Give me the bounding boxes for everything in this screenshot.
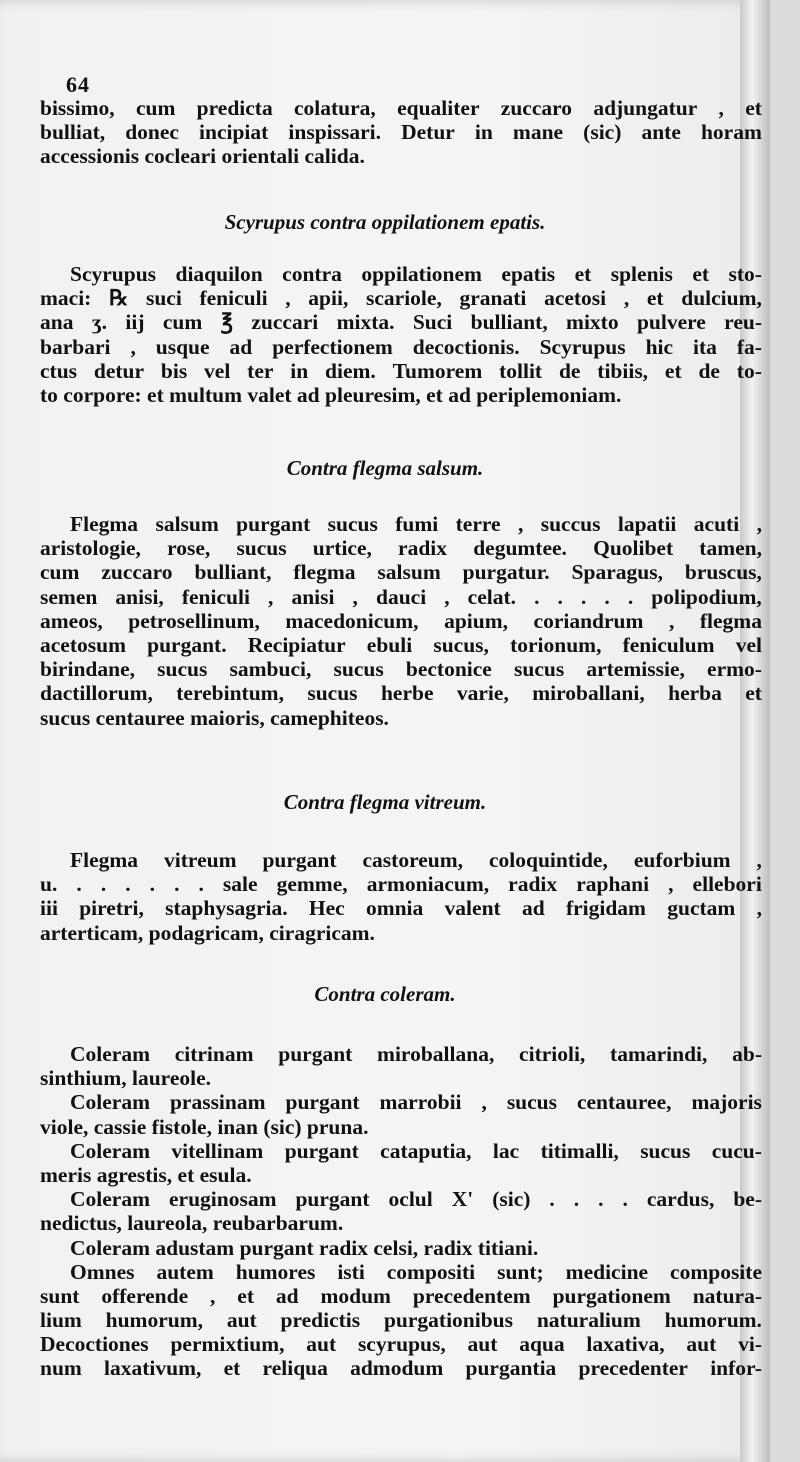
text-line: bulliat, donec incipiat inspissari. Detur in mane (sic) ante horam [40, 120, 762, 145]
text-line: viole, cassie fistole, inan (sic) pruna. [40, 1114, 369, 1139]
text-line: lium humorum, aut predictis purgationibus naturalium humorum. [40, 1308, 762, 1333]
text-line: maci: ℞ suci feniculi , apii, scariole, granati acetosi , et dulcium, [40, 286, 762, 311]
text-line: birindane, sucus sambuci, sucus bectonice sucus artemissie, ermo- [40, 657, 762, 682]
text-line: aristologie, rose, sucus urtice, radix degumtee. Quolibet tamen, [40, 536, 762, 561]
text-line: Flegma salsum purgant sucus fumi terre , succus lapatii acuti , [70, 512, 762, 536]
text-line: sinthium, laureole. [40, 1066, 212, 1091]
text-line: u. . . . . . . sale gemme, armoniacum, radix raphani , ellebori [40, 872, 762, 897]
text-line: Coleram adustam purgant radix celsi, radix titiani. [70, 1235, 539, 1260]
paragraph-continuation [40, 96, 762, 169]
section-heading: Contra coleram. [314, 982, 456, 1006]
text-line: sucus centauree maioris, camephiteos. [40, 705, 389, 730]
text-line: to corpore: et multum valet ad pleuresim, et ad periplemoniam. [40, 382, 622, 407]
text-line: acetosum purgant. Recipiatur ebuli sucus, torionum, feniculum vel [40, 632, 762, 657]
text-line: dactillorum, terebintum, sucus herbe varie, miroballani, herba et [40, 681, 762, 706]
section-heading: Scyrupus contra oppilationem epatis. [224, 210, 546, 234]
text-line: bissimo, cum predicta colatura, equaliter zuccaro adjungatur , et [40, 96, 762, 120]
text-line: Omnes autem humores isti compositi sunt; medicine composite [70, 1259, 762, 1284]
text-line: Coleram citrinam purgant miroballana, citrioli, tamarindi, ab- [70, 1042, 762, 1066]
paragraph-flegma-vitreum [40, 848, 762, 945]
text-line: Coleram eruginosam purgant oclul X' (sic) . . . . cardus, be- [70, 1187, 762, 1212]
section-heading: Contra flegma salsum. [286, 456, 484, 480]
text-line: sunt offerende , et ad modum precedentem purgationem natura- [40, 1283, 762, 1308]
text-line: Coleram vitellinam purgant cataputia, lac titimalli, sucus cucu- [70, 1138, 762, 1163]
text-line: Decoctiones permixtium, aut scyrupus, aut aqua laxativa, aut vi- [40, 1332, 762, 1357]
text-line: accessionis cocleari orientali calida. [40, 144, 365, 169]
text-line: iii piretri, staphysagria. Hec omnia valent ad frigidam guctam , [40, 896, 762, 921]
text-line: Flegma vitreum purgant castoreum, coloquintide, euforbium , [70, 848, 762, 872]
text-line: num laxativum, et reliqua admodum purgantia precedenter infor- [40, 1356, 762, 1381]
text-line: ameos, petrosellinum, macedonicum, apium, coriandrum , flegma [40, 608, 762, 633]
paragraph-flegma-salsum [40, 512, 762, 730]
text-line: ana ʒ. iij cum ℥ zuccari mixta. Suci bulliant, mixto pulvere reu- [40, 310, 762, 335]
text-line: cum zuccaro bulliant, flegma salsum purgatur. Sparagus, bruscus, [40, 560, 762, 585]
section-heading: Contra flegma vitreum. [283, 790, 487, 814]
paragraph-coleram [40, 1042, 762, 1381]
text-line: meris agrestis, et esula. [40, 1162, 252, 1187]
text-line: semen anisi, feniculi , anisi , dauci , celat. . . . . . polipodium, [40, 584, 762, 609]
paragraph-scyrupus [40, 262, 762, 407]
text-line: barbari , usque ad perfectionem decoctionis. Scyrupus hic ita fa- [40, 334, 762, 359]
text-line: Scyrupus diaquilon contra oppilationem epatis et splenis et sto- [70, 262, 762, 286]
text-line: Coleram prassinam purgant marrobii , sucus centauree, majoris [70, 1090, 762, 1115]
text-line: ctus detur bis vel ter in diem. Tumorem tollit de tibiis, et de to- [40, 358, 762, 383]
text-line: nedictus, laureola, reubarbarum. [40, 1211, 344, 1236]
page-number: 64 [66, 72, 90, 97]
text-line: arterticam, podagricam, ciragricam. [40, 920, 375, 945]
